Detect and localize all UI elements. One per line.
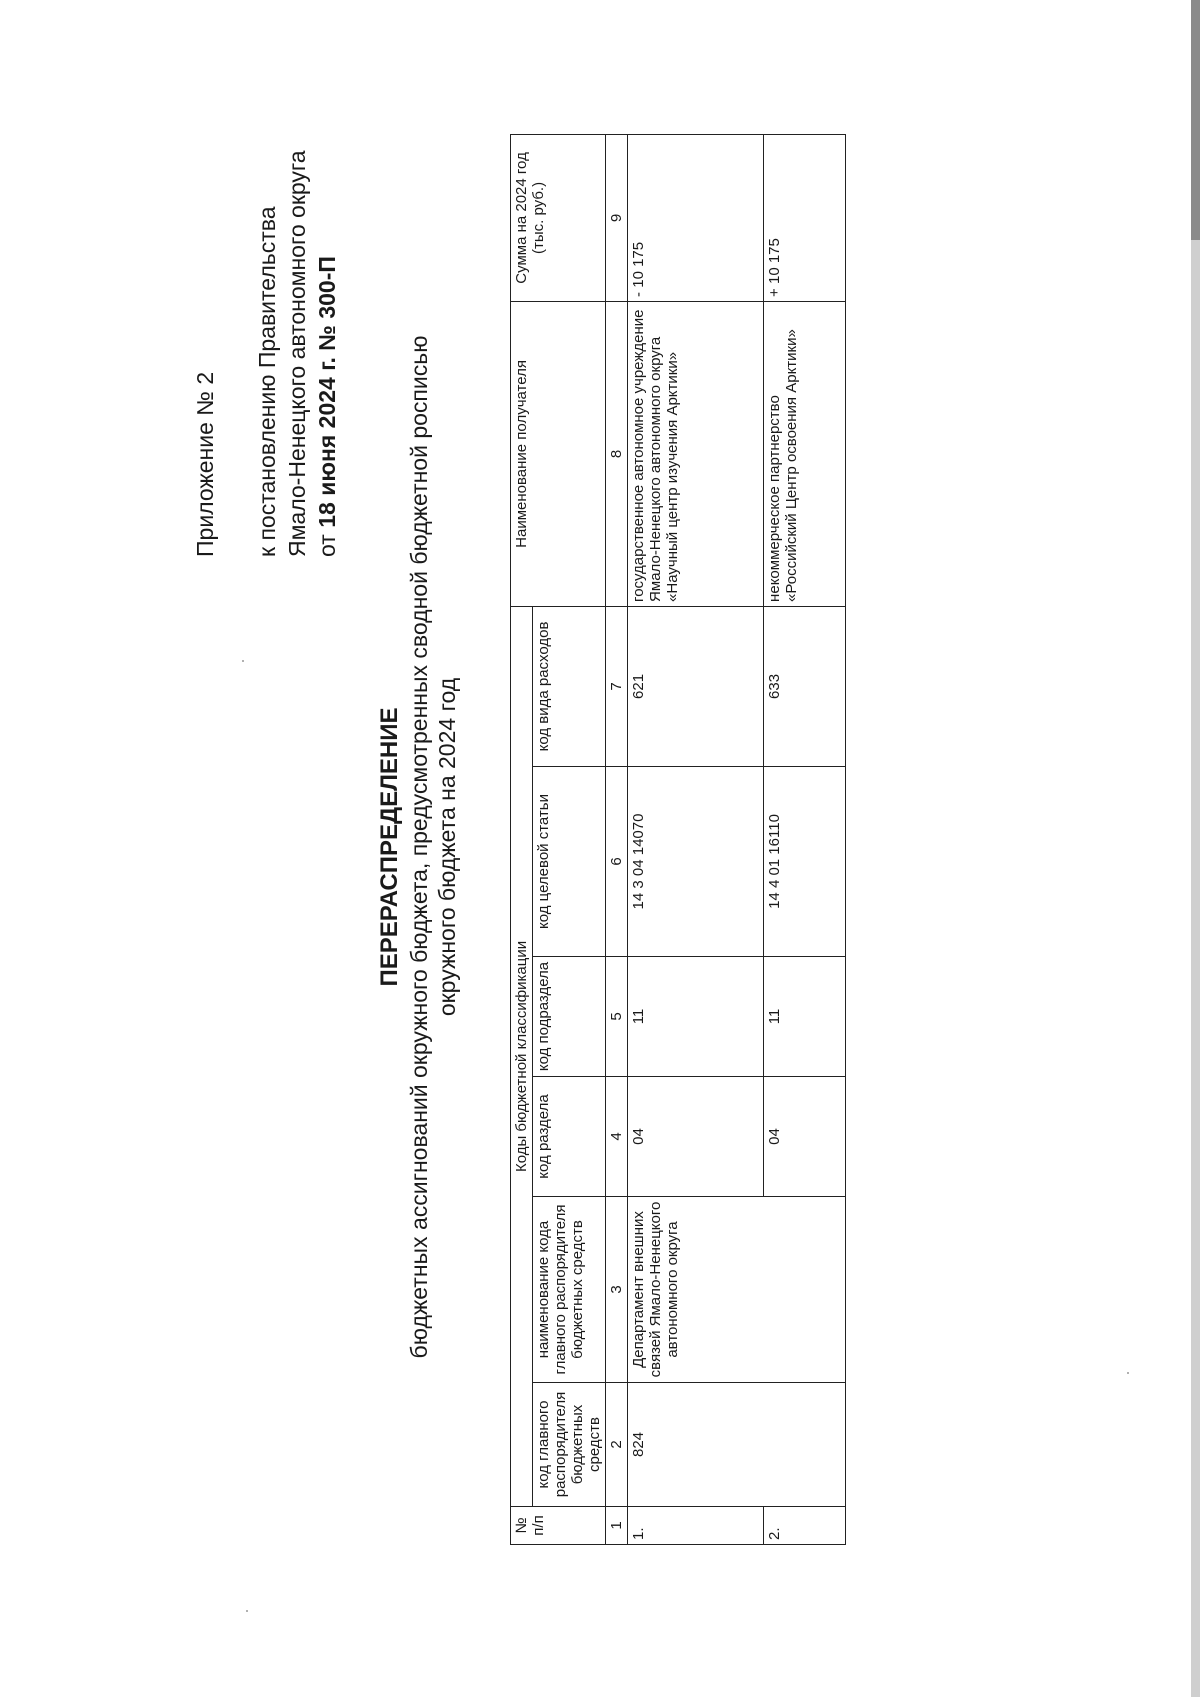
- header-expense-type: код вида расходов: [533, 606, 606, 766]
- column-number: 1: [606, 1507, 628, 1545]
- header-recipient: Наименование получателя: [511, 301, 606, 606]
- recipient-cell: государственное автономное учреждение Ямало-Ненецкого автономного округа «Научный центр изучения Арктики»: [628, 301, 764, 606]
- approval-line-2: Ямало-Ненецкого автономного округа: [284, 150, 310, 557]
- document-subtitle-1: бюджетных ассигнований окружного бюджета, предусмотренных сводной бюджетной росписью: [406, 335, 432, 1359]
- expense-type-cell: 621: [628, 606, 764, 766]
- column-number: 3: [606, 1197, 628, 1383]
- approval-date-prefix: от: [314, 534, 340, 557]
- approval-date-line: [312, 37, 342, 557]
- grbs-code-cell: 824: [628, 1383, 846, 1507]
- row-number: 1.: [628, 1507, 764, 1545]
- amount-cell: + 10 175: [764, 134, 846, 301]
- recipient-cell: некоммерческое партнерство «Российский Центр освоения Арктики»: [764, 301, 846, 606]
- header-section: код раздела: [533, 1077, 606, 1197]
- table-row: [628, 134, 764, 1544]
- header-grbs-code: код главного распорядителя бюджетных средств: [533, 1383, 606, 1507]
- column-number: 6: [606, 767, 628, 957]
- header-codes-group: Коды бюджетной классификации: [511, 606, 533, 1506]
- amount-cell: - 10 175: [628, 134, 764, 301]
- expense-type-cell: 633: [764, 606, 846, 766]
- header-grbs-name: наименование кода главного распорядителя бюджетных средств: [533, 1197, 606, 1383]
- redistribution-table: [510, 134, 846, 1545]
- header-target: код целевой статьи: [533, 767, 606, 957]
- column-number-row: [606, 134, 628, 1544]
- document-subtitle-2: окружного бюджета на 2024 год: [434, 677, 460, 1017]
- column-number: 5: [606, 957, 628, 1077]
- subsection-cell: 11: [764, 957, 846, 1077]
- column-number: 4: [606, 1077, 628, 1197]
- table-header-row: [511, 134, 533, 1544]
- target-cell: 14 3 04 14070: [628, 767, 764, 957]
- grbs-name-cell: Департамент внешних связей Ямало-Ненецкого автономного округа: [628, 1197, 846, 1383]
- document-heading: [375, 297, 461, 1397]
- approval-date-number: 18 июня 2024 г. № 300-П: [314, 256, 340, 528]
- header-subsection: код подраздела: [533, 957, 606, 1077]
- section-cell: 04: [628, 1077, 764, 1197]
- row-number: 2.: [764, 1507, 846, 1545]
- subsection-cell: 11: [628, 957, 764, 1077]
- column-number: 8: [606, 301, 628, 606]
- header-amount: Сумма на 2024 год (тыс. руб.): [511, 134, 606, 301]
- document-title: ПЕРЕРАСПРЕДЕЛЕНИЕ: [376, 707, 403, 987]
- column-number: 9: [606, 134, 628, 301]
- column-number: 2: [606, 1383, 628, 1507]
- approval-block: [190, 37, 342, 557]
- appendix-number: Приложение № 2: [192, 371, 218, 557]
- target-cell: 14 4 01 16110: [764, 767, 846, 957]
- section-cell: 04: [764, 1077, 846, 1197]
- header-no: № п/п: [511, 1507, 606, 1545]
- column-number: 7: [606, 606, 628, 766]
- approval-line-1: к постановлению Правительства: [254, 206, 280, 557]
